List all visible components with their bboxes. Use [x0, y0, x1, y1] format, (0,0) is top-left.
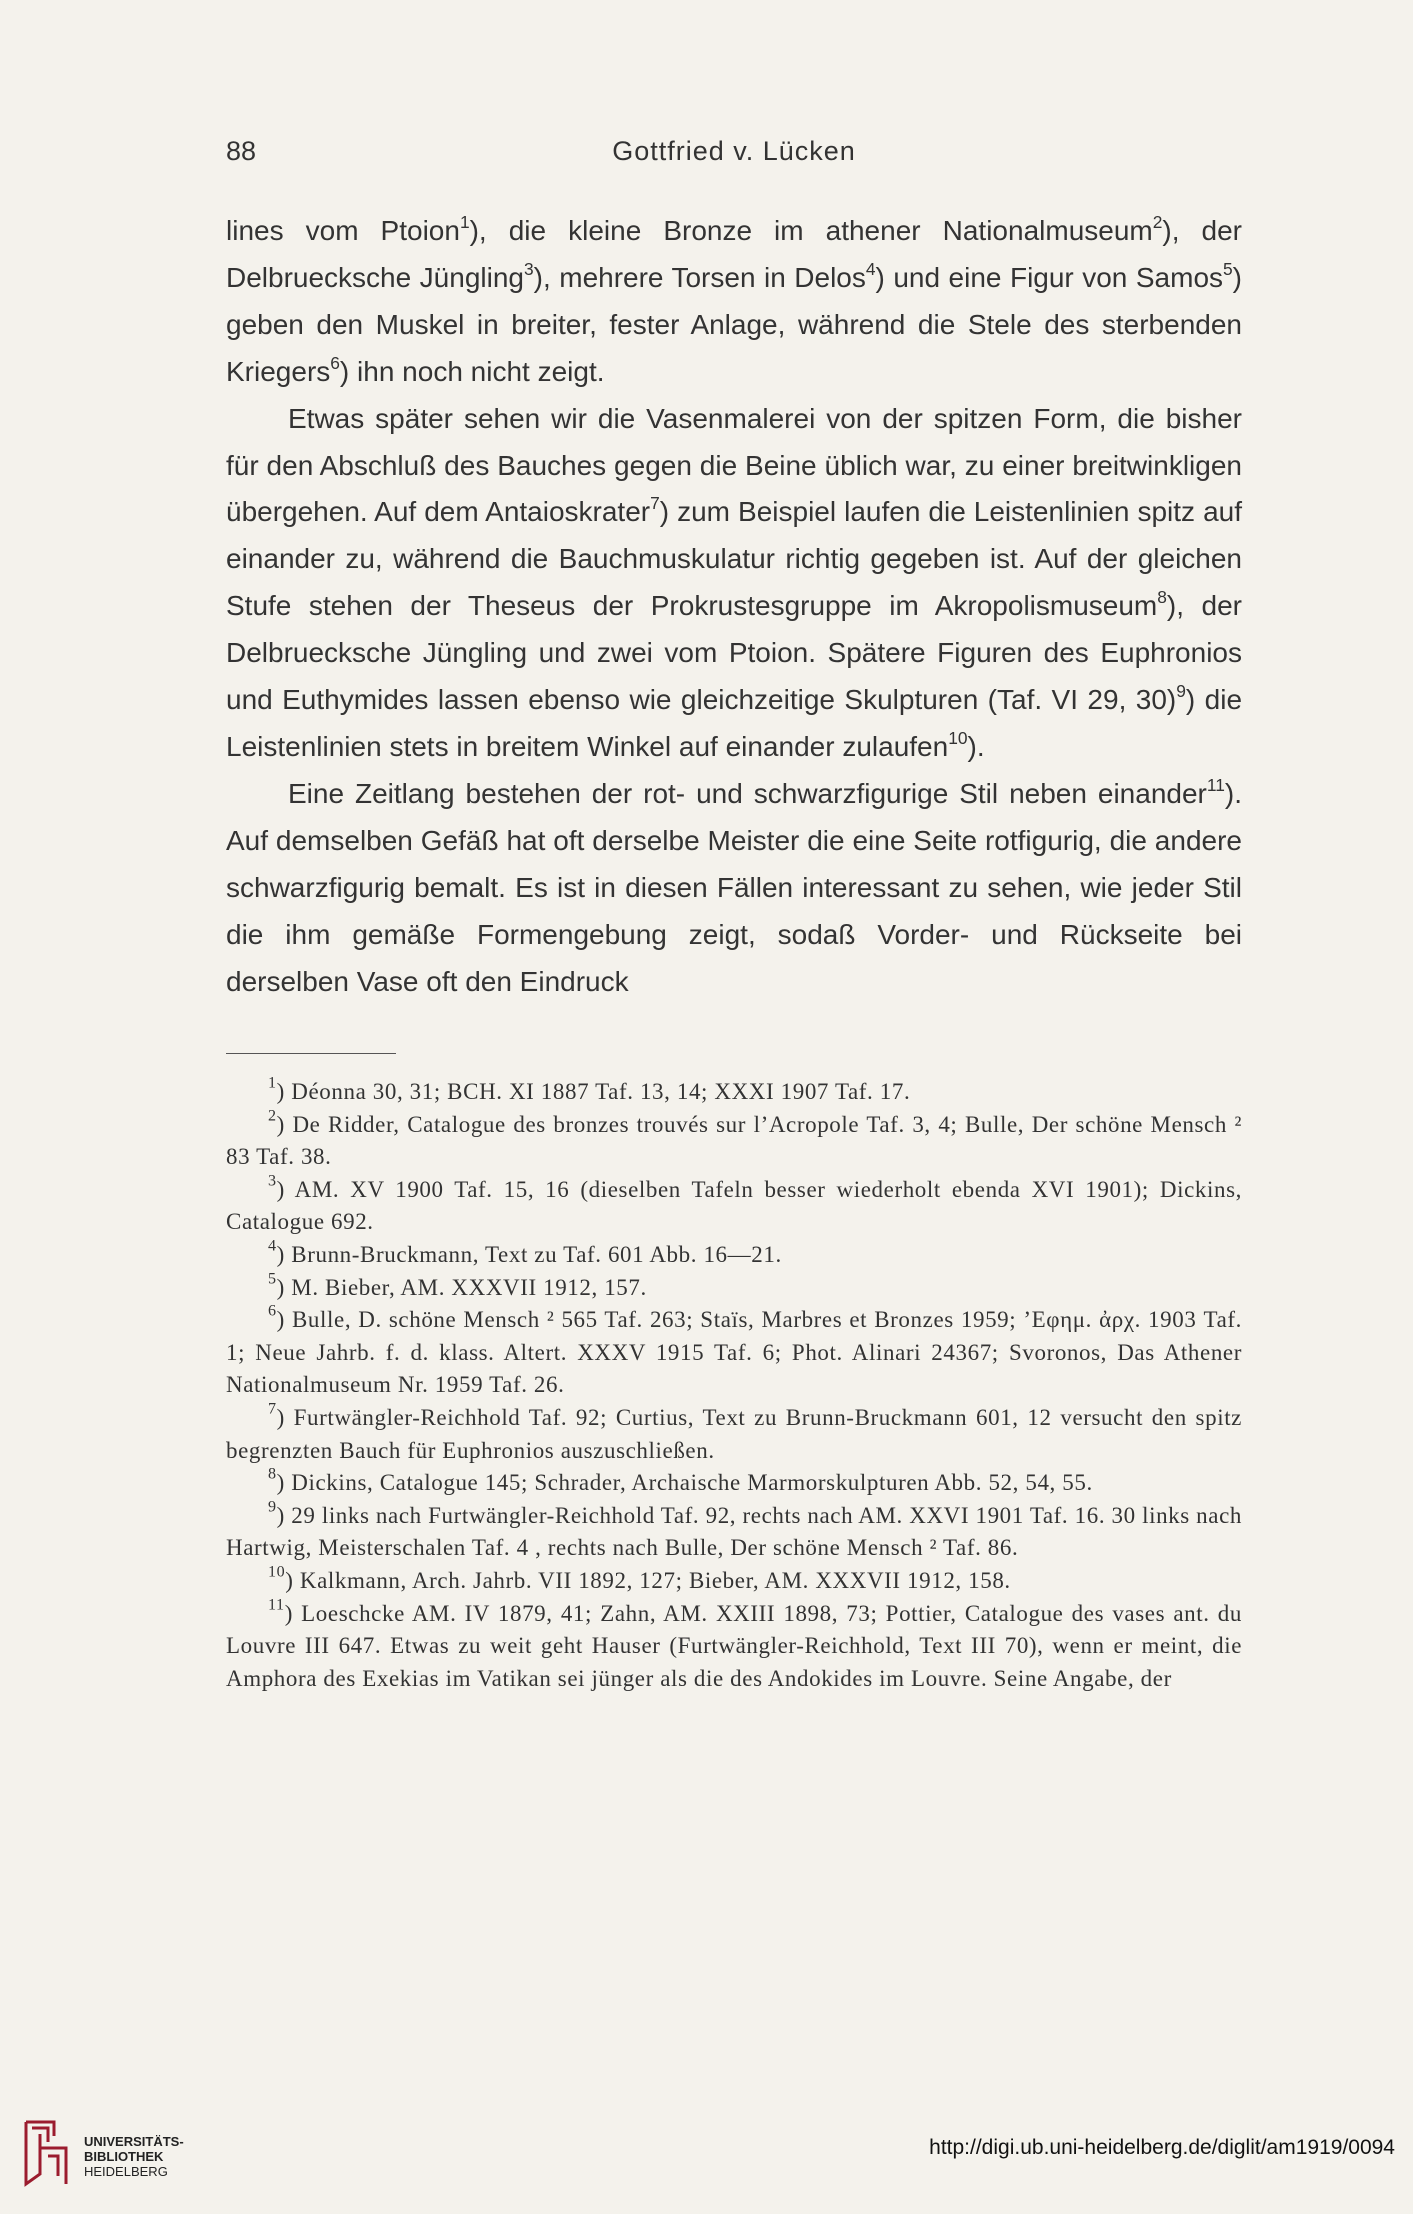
footnote-ref-5: 5	[1223, 258, 1233, 279]
logo-mark	[26, 2122, 66, 2184]
footnote-text: ) Furtwängler-Reichhold Taf. 92; Curtius, Text zu Brunn-Bruckmann 601, 12 versucht den spitz begrenzten Bauch für Euphronios auszuschließen.	[226, 1404, 1242, 1463]
library-name	[84, 2134, 184, 2179]
footnote-text: ) 29 links nach Furtwängler-Reichhold Taf. 92, rechts nach AM. XXVI 1901 Taf. 16. 30 links nach Hartwig, Meisterschalen Taf. 4 , rechts nach Bulle, Der schöne Mensch ² Taf. 86.	[226, 1502, 1242, 1561]
footnote-ref-3: 3	[524, 258, 534, 279]
footnote-text: ) Bulle, D. schöne Mensch ² 565 Taf. 263; Staïs, Marbres et Bronzes 1959; ’Εφημ. ἀρχ. 1903 Taf. 1; Neue Jahrb. f. d. klass. Altert. XXXV 1915 Taf. 6; Phot. Alinari 24367; Svoronos, Das Athener Nationalmuseum Nr. 1959 Taf. 26.	[226, 1307, 1242, 1398]
running-head: Gottfried v. Lücken	[612, 136, 856, 166]
text-run: ), der Delbruecksche Jüngling	[226, 215, 1242, 293]
footnote-number: 11	[268, 1596, 285, 1614]
text-run: Etwas später sehen wir die Vasenmalerei von der spitzen Form, die bisher für den Abschluß des Bauches gegen die Beine üblich war, zu einer breitwinkligen übergehen. Auf dem Antaioskrater	[226, 402, 1242, 528]
text-run: ), die kleine Bronze im athener Nationalmuseum	[469, 215, 1153, 246]
footnote-1	[226, 1076, 1242, 1109]
source-url[interactable]: http://digi.ub.uni-heidelberg.de/diglit/am1919/0094	[929, 2136, 1395, 2159]
library-name-line-2: BIBLIOTHEK	[84, 2149, 164, 2164]
footnote-number: 4	[268, 1237, 277, 1255]
footnote-text: ) Dickins, Catalogue 145; Schrader, Archaische Marmorskulpturen Abb. 52, 54, 55.	[276, 1470, 1093, 1496]
footnote-5	[226, 1272, 1242, 1305]
paragraph-3	[226, 771, 1242, 1006]
footnote-number: 3	[268, 1172, 277, 1190]
footnote-text: ) M. Bieber, AM. XXXVII 1912, 157.	[276, 1274, 647, 1300]
footnote-ref-1: 1	[459, 211, 470, 232]
footnote-number: 10	[268, 1563, 286, 1581]
footnote-text: ) Brunn-Bruckmann, Text zu Taf. 601 Abb. 16—21.	[276, 1241, 782, 1267]
footnote-ref-8: 8	[1157, 587, 1167, 608]
text-run: ) geben den Muskel in breiter, fester Anlage, während die Stele des sterbenden Kriegers	[226, 261, 1242, 387]
footnote-number: 2	[268, 1107, 277, 1125]
footnote-6	[226, 1304, 1242, 1402]
footnote-number: 1	[268, 1074, 277, 1092]
footnote-3	[226, 1174, 1242, 1239]
footnote-10	[226, 1565, 1242, 1598]
footnote-ref-9: 9	[1176, 680, 1186, 701]
footnote-number: 9	[268, 1498, 277, 1516]
page-footer	[0, 2118, 1413, 2198]
library-name-line-1: UNIVERSITÄTS-	[84, 2134, 184, 2149]
text-run: Eine Zeitlang bestehen der rot- und schwarzfigurige Stil neben einander	[288, 777, 1207, 809]
text-run: ) zum Beispiel laufen die Leistenlinien spitz auf einander zu, während die Bauchmuskulatur richtig gegeben ist. Auf der gleichen Stufe stehen der Theseus der Prokrustesgruppe im Akropolismuseum	[226, 496, 1242, 622]
footnote-ref-6: 6	[330, 352, 340, 373]
text-run: ) ihn noch nicht zeigt.	[339, 355, 605, 387]
footnote-divider	[226, 1053, 396, 1054]
footnote-7	[226, 1402, 1242, 1467]
footnote-ref-7: 7	[650, 493, 660, 514]
footnote-number: 5	[268, 1270, 277, 1288]
paragraph-2	[226, 396, 1242, 771]
footnote-number: 8	[268, 1465, 277, 1483]
footnote-text: ) Déonna 30, 31; BCH. XI 1887 Taf. 13, 14; XXXI 1907 Taf. 17.	[276, 1079, 911, 1104]
body-text	[226, 208, 1242, 1005]
footnote-ref-11: 11	[1206, 774, 1225, 795]
text-run: ), mehrere Torsen in Delos	[533, 261, 866, 293]
paragraph-1	[226, 208, 1242, 396]
text-run: ).	[967, 730, 985, 762]
text-run: ) und eine Figur von Samos	[875, 261, 1224, 293]
footnote-text: ) Loeschcke AM. IV 1879, 41; Zahn, AM. XXIII 1898, 73; Pottier, Catalogue des vases ant. du Louvre III 647. Etwas zu weit geht Hauser (Furtwängler-Reichhold, Text III 70), wenn er meint, die Amphora des Exekias im Vatikan sei jünger als die des Andokides im Louvre. Seine Angabe, der	[226, 1600, 1242, 1691]
text-run: ), der Delbruecksche Jüngling und zwei vom Ptoion. Spätere Figuren des Euphronios und Euthymides lassen ebenso wie gleichzeitige Skulpturen (Taf. VI 29, 30)	[226, 590, 1242, 716]
page-number: 88	[226, 136, 257, 166]
footnote-ref-2: 2	[1152, 211, 1163, 232]
footnote-text: ) De Ridder, Catalogue des bronzes trouvés sur l’Acropole Taf. 3, 4; Bulle, Der schöne Mensch ² 83 Taf. 38.	[226, 1111, 1242, 1170]
footnote-11	[226, 1598, 1242, 1696]
footnotes	[226, 1076, 1242, 1695]
footnote-9	[226, 1500, 1242, 1565]
footnote-2	[226, 1109, 1242, 1174]
footnote-ref-4: 4	[865, 258, 876, 279]
footnote-number: 7	[268, 1400, 277, 1418]
text-run: ). Auf demselben Gefäß hat oft derselbe Meister die eine Seite rotfigurig, die andere schwarzfigurig bemalt. Es ist in diesen Fällen interessant zu sehen, wie jeder Stil die ihm gemäße Formengebung zeigt, sodaß Vorder- und Rückseite bei derselben Vase oft den Eindruck	[226, 777, 1242, 997]
text-run: ) die Leistenlinien stets in breitem Winkel auf einander zulaufen	[226, 684, 1243, 762]
text-run: lines vom Ptoion	[226, 215, 460, 246]
footnote-4	[226, 1239, 1242, 1272]
library-name-line-3: HEIDELBERG	[84, 2164, 168, 2179]
footnote-number: 6	[268, 1302, 277, 1320]
footnote-ref-10: 10	[948, 727, 968, 748]
page-header	[226, 136, 1242, 176]
footnote-text: ) Kalkmann, Arch. Jahrb. VII 1892, 127; Bieber, AM. XXXVII 1912, 158.	[285, 1567, 1011, 1593]
library-logo-icon	[18, 2118, 74, 2190]
footnote-text: ) AM. XV 1900 Taf. 15, 16 (dieselben Tafeln besser wiederholt ebenda XVI 1901); Dickins, Catalogue 692.	[226, 1176, 1242, 1235]
footnote-8	[226, 1467, 1242, 1500]
